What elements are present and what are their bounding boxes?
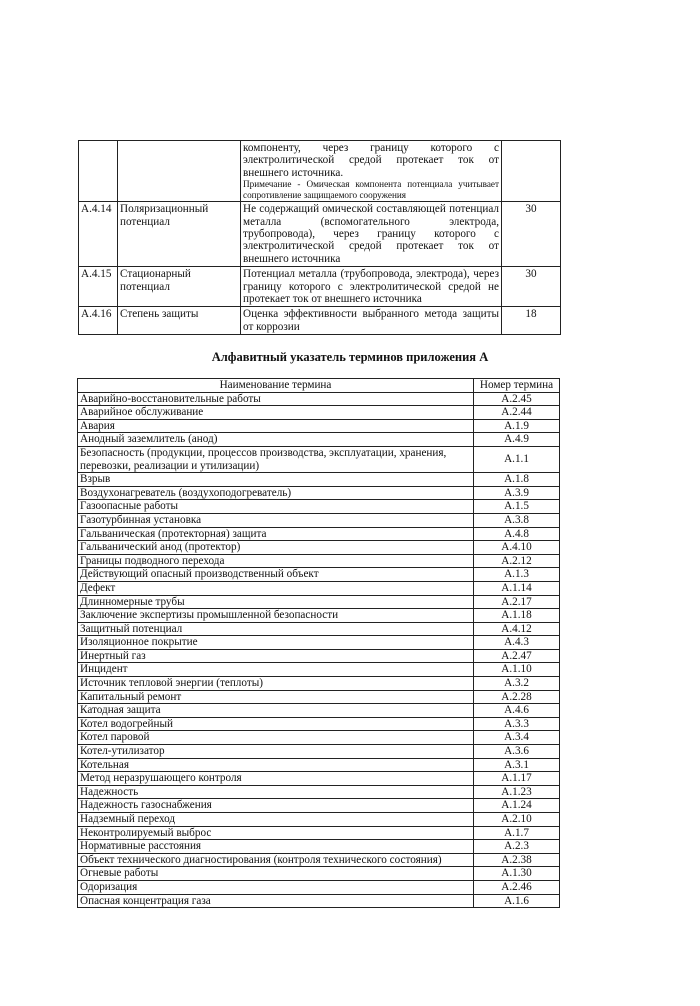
index-term-number: А.4.3 [474,636,560,650]
index-term-name: Катодная защита [78,704,474,718]
index-term-number: А.1.23 [474,785,560,799]
term-number-cell: 30 [502,267,561,307]
index-term-name: Безопасность (продукции, процессов производства, эксплуатации, хранения, перевозки, реализации и утилизации) [78,446,474,472]
index-term-name: Авария [78,419,474,433]
definitions-table [78,140,561,335]
definitions-continuation-row [79,141,561,202]
index-term-number: А.1.5 [474,500,560,514]
index-row [78,622,560,636]
index-title: Алфавитный указатель терминов приложения А [211,350,489,364]
index-term-number: А.2.46 [474,880,560,894]
index-term-number: А.1.24 [474,799,560,813]
term-name-cell: Поляризационный потенциал [118,202,241,267]
index-term-name: Котел паровой [78,731,474,745]
index-row [78,690,560,704]
index-term-number: А.4.9 [474,433,560,447]
index-row [78,785,560,799]
index-term-number: А.1.14 [474,581,560,595]
index-term-name: Границы подводного перехода [78,554,474,568]
index-term-number: А.1.3 [474,568,560,582]
index-term-name: Надземный переход [78,813,474,827]
index-term-name: Капитальный ремонт [78,690,474,704]
index-term-number: А.1.18 [474,609,560,623]
index-term-name: Котел водогрейный [78,717,474,731]
index-row [78,677,560,691]
term-code-cell: А.4.14 [79,202,118,267]
index-term-name: Объект технического диагностирования (контроля технического состояния) [78,853,474,867]
index-term-name: Котельная [78,758,474,772]
index-term-number: А.3.1 [474,758,560,772]
index-term-number: А.2.12 [474,554,560,568]
index-row [78,595,560,609]
index-row [78,473,560,487]
index-body [78,392,560,908]
index-term-number: А.1.1 [474,446,560,472]
term-name-cell: Стационарный потенциал [118,267,241,307]
index-row [78,867,560,881]
index-term-name: Огневые работы [78,867,474,881]
index-row [78,840,560,854]
index-row [78,813,560,827]
index-term-name: Аварийно-восстановительные работы [78,392,474,406]
index-term-number: А.4.10 [474,541,560,555]
index-term-number: А.3.8 [474,513,560,527]
term-definition-cell: Оценка эффективности выбранного метода защиты от коррозии [241,307,502,335]
index-term-number: А.1.9 [474,419,560,433]
index-term-number: А.2.17 [474,595,560,609]
index-term-name: Длинномерные трубы [78,595,474,609]
index-row [78,745,560,759]
index-term-name: Гальванический анод (протектор) [78,541,474,555]
index-row [78,486,560,500]
index-header-number: Номер термина [474,379,560,393]
index-row [78,433,560,447]
index-term-name: Действующий опасный производственный объект [78,568,474,582]
index-row [78,731,560,745]
index-header-name: Наименование термина [78,379,474,393]
index-row [78,406,560,420]
index-term-number: А.4.6 [474,704,560,718]
index-row [78,772,560,786]
index-row [78,527,560,541]
index-term-name: Газоопасные работы [78,500,474,514]
index-term-name: Изоляционное покрытие [78,636,474,650]
index-term-name: Неконтролируемый выброс [78,826,474,840]
index-term-name: Заключение экспертизы промышленной безопасности [78,609,474,623]
index-term-number: А.2.44 [474,406,560,420]
term-name-cell: Степень защиты [118,307,241,335]
index-term-number: А.1.8 [474,473,560,487]
index-header-row [78,379,560,393]
index-row [78,446,560,472]
definitions-row [79,267,561,307]
index-term-number: А.2.3 [474,840,560,854]
index-term-number: А.1.17 [474,772,560,786]
index-term-name: Источник тепловой энергии (теплоты) [78,677,474,691]
term-code-cell: А.4.16 [79,307,118,335]
index-term-name: Надежность [78,785,474,799]
index-row [78,826,560,840]
index-term-name: Газотурбинная установка [78,513,474,527]
index-term-number: А.1.10 [474,663,560,677]
index-term-name: Инертный газ [78,649,474,663]
index-term-name: Аварийное обслуживание [78,406,474,420]
index-term-number: А.1.6 [474,894,560,908]
term-definition-cell [241,141,502,202]
index-row [78,419,560,433]
index-term-name: Защитный потенциал [78,622,474,636]
index-term-number: А.3.9 [474,486,560,500]
definition-text: компоненту, через границу которого с электролитической средой протекает ток от внешнего источника. [243,142,499,179]
index-row [78,568,560,582]
definition-note: Примечание - Омическая компонента потенциала учитывает сопротивление защищаемого сооружения [243,179,499,200]
index-term-name: Одоризация [78,880,474,894]
definitions-row [79,307,561,335]
index-term-name: Нормативные расстояния [78,840,474,854]
index-row [78,894,560,908]
index-row [78,880,560,894]
index-row [78,799,560,813]
index-term-number: А.4.8 [474,527,560,541]
index-term-name: Дефект [78,581,474,595]
index-term-number: А.3.3 [474,717,560,731]
term-name-cell [118,141,241,202]
term-code-cell [79,141,118,202]
index-row [78,758,560,772]
index-term-number: А.4.12 [474,622,560,636]
terms-index-table [77,378,560,908]
index-term-name: Надежность газоснабжения [78,799,474,813]
term-definition-cell: Не содержащий омической составляющей потенциал металла (вспомогательного электрода, трубопровода), через границу которого с электролитической средой протекает ток от внешнего источника [241,202,502,267]
index-row [78,649,560,663]
index-term-name: Воздухонагреватель (воздухоподогреватель) [78,486,474,500]
index-row [78,581,560,595]
index-term-name: Гальваническая (протекторная) защита [78,527,474,541]
index-term-name: Опасная концентрация газа [78,894,474,908]
index-row [78,609,560,623]
index-row [78,392,560,406]
index-term-name: Анодный заземлитель (анод) [78,433,474,447]
index-term-name: Инцидент [78,663,474,677]
index-term-number: А.3.2 [474,677,560,691]
index-row [78,853,560,867]
term-number-cell: 30 [502,202,561,267]
index-term-number: А.3.6 [474,745,560,759]
term-code-cell: А.4.15 [79,267,118,307]
index-row [78,717,560,731]
index-row [78,541,560,555]
index-term-name: Метод неразрушающего контроля [78,772,474,786]
term-definition-cell: Потенциал металла (трубопровода, электрода), через границу которого с электролитической средой не протекает ток от внешнего источника [241,267,502,307]
definitions-row [79,202,561,267]
index-term-number: А.3.4 [474,731,560,745]
index-row [78,636,560,650]
index-row [78,554,560,568]
term-number-cell [502,141,561,202]
index-term-name: Котел-утилизатор [78,745,474,759]
index-row [78,704,560,718]
index-term-number: А.2.38 [474,853,560,867]
index-term-number: А.2.10 [474,813,560,827]
index-term-number: А.1.7 [474,826,560,840]
index-term-number: А.2.28 [474,690,560,704]
index-term-number: А.2.45 [474,392,560,406]
index-term-number: А.1.30 [474,867,560,881]
index-row [78,513,560,527]
index-term-name: Взрыв [78,473,474,487]
index-row [78,500,560,514]
index-row [78,663,560,677]
index-term-number: А.2.47 [474,649,560,663]
term-number-cell: 18 [502,307,561,335]
